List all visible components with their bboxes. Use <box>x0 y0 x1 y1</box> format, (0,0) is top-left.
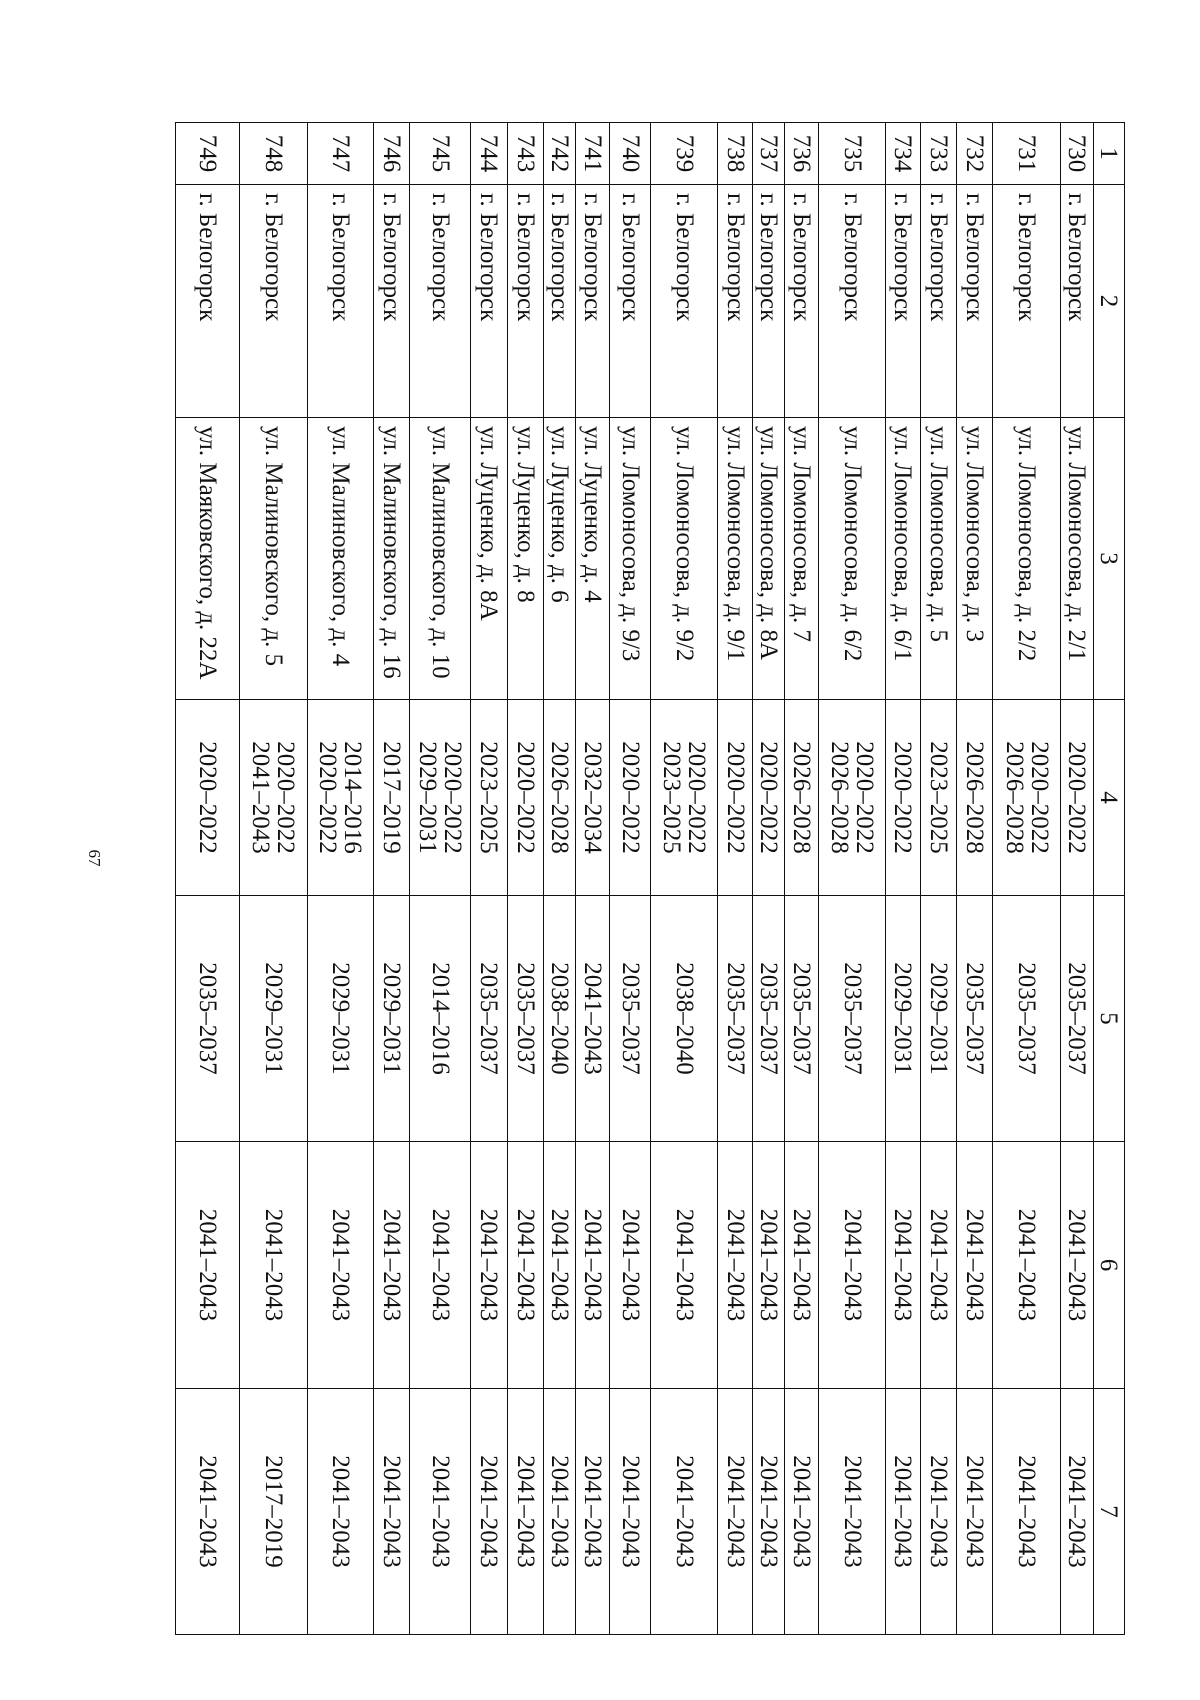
year-range: 2020–2022 <box>272 741 300 854</box>
years-cell-col7: 2041–2043 <box>886 1389 920 1635</box>
address-cell: ул. Ломоносова, д. 3 <box>957 418 993 700</box>
years-cell-col4 <box>610 700 651 896</box>
row-number-cell: 742 <box>543 123 575 185</box>
years-cell-col7: 2041–2043 <box>610 1389 651 1635</box>
years-cell-col5: 2035–2037 <box>1060 896 1093 1142</box>
city-cell: г. Белогорск <box>886 185 920 418</box>
years-cell-col6: 2041–2043 <box>176 1142 240 1389</box>
years-cell-col5: 2038–2040 <box>651 896 718 1142</box>
years-cell-col5: 2041–2043 <box>576 896 610 1142</box>
address-cell: ул. Луценко, д. 6 <box>543 418 575 700</box>
years-cell-col5: 2035–2037 <box>176 896 240 1142</box>
years-cell-col5: 2029–2031 <box>307 896 373 1142</box>
table-body <box>176 123 1094 1635</box>
row-number-cell: 747 <box>307 123 373 185</box>
header-cell: 7 <box>1094 1389 1125 1635</box>
city-cell: г. Белогорск <box>307 185 373 418</box>
year-range: 2026–2028 <box>961 741 989 854</box>
year-range: 2023–2025 <box>475 741 503 854</box>
years-cell-col6: 2041–2043 <box>576 1142 610 1389</box>
years-cell-col5: 2035–2037 <box>718 896 752 1142</box>
row-number-cell: 733 <box>920 123 956 185</box>
years-cell-col6: 2041–2043 <box>784 1142 818 1389</box>
years-cell-col7: 2041–2043 <box>920 1389 956 1635</box>
years-cell-col7: 2017–2019 <box>240 1389 307 1635</box>
year-range: 2026–2028 <box>545 741 573 854</box>
table-row <box>240 123 307 1635</box>
years-cell-col6: 2041–2043 <box>240 1142 307 1389</box>
years-cell-col6: 2041–2043 <box>886 1142 920 1389</box>
year-range: 2020–2022 <box>194 741 222 854</box>
years-cell-col4 <box>576 700 610 896</box>
row-number-cell: 730 <box>1060 123 1093 185</box>
table-row <box>993 123 1060 1635</box>
address-cell: ул. Малиновского, д. 16 <box>373 418 409 700</box>
row-number-cell: 732 <box>957 123 993 185</box>
city-cell: г. Белогорск <box>507 185 543 418</box>
header-cell: 3 <box>1094 418 1125 700</box>
row-number-cell: 749 <box>176 123 240 185</box>
years-cell-col5: 2014–2016 <box>410 896 471 1142</box>
table-row <box>886 123 920 1635</box>
address-cell: ул. Малиновского, д. 10 <box>410 418 471 700</box>
city-cell: г. Белогорск <box>993 185 1060 418</box>
years-cell-col5: 2029–2031 <box>240 896 307 1142</box>
city-cell: г. Белогорск <box>920 185 956 418</box>
table-row <box>1060 123 1093 1635</box>
years-cell-col7: 2041–2043 <box>176 1389 240 1635</box>
years-cell-col4 <box>410 700 471 896</box>
year-range: 2020–2022 <box>616 741 644 854</box>
years-cell-col4 <box>818 700 885 896</box>
table-container <box>175 122 1125 1634</box>
row-number-cell: 737 <box>752 123 784 185</box>
years-cell-col5: 2035–2037 <box>993 896 1060 1142</box>
years-cell-col7: 2041–2043 <box>307 1389 373 1635</box>
years-cell-col4 <box>784 700 818 896</box>
table-row <box>471 123 507 1635</box>
row-number-cell: 746 <box>373 123 409 185</box>
years-cell-col7: 2041–2043 <box>543 1389 575 1635</box>
city-cell: г. Белогорск <box>718 185 752 418</box>
years-cell-col5: 2029–2031 <box>373 896 409 1142</box>
years-cell-col7: 2041–2043 <box>576 1389 610 1635</box>
years-cell-col4 <box>957 700 993 896</box>
years-cell-col5: 2035–2037 <box>610 896 651 1142</box>
years-cell-col6: 2041–2043 <box>1060 1142 1093 1389</box>
year-range: 2020–2022 <box>889 741 917 854</box>
year-range: 2032–2034 <box>579 741 607 854</box>
years-cell-col7: 2041–2043 <box>718 1389 752 1635</box>
year-range: 2020–2022 <box>314 741 342 854</box>
address-cell: ул. Малиновского, д. 5 <box>240 418 307 700</box>
years-cell-col6: 2041–2043 <box>610 1142 651 1389</box>
years-cell-col7: 2041–2043 <box>1060 1389 1093 1635</box>
years-cell-col5: 2035–2037 <box>784 896 818 1142</box>
years-cell-col7: 2041–2043 <box>373 1389 409 1635</box>
header-cell: 4 <box>1094 700 1125 896</box>
years-cell-col5: 2035–2037 <box>752 896 784 1142</box>
row-number-cell: 735 <box>818 123 885 185</box>
years-cell-col6: 2041–2043 <box>471 1142 507 1389</box>
years-cell-col6: 2041–2043 <box>920 1142 956 1389</box>
table-row <box>610 123 651 1635</box>
years-cell-col4 <box>1060 700 1093 896</box>
year-range: 2020–2022 <box>754 741 782 854</box>
row-number-cell: 739 <box>651 123 718 185</box>
table-row <box>752 123 784 1635</box>
year-range: 2020–2022 <box>1063 741 1091 854</box>
table-row <box>507 123 543 1635</box>
city-cell: г. Белогорск <box>576 185 610 418</box>
address-cell: ул. Ломоносова, д. 7 <box>784 418 818 700</box>
address-cell: ул. Малиновского, д. 4 <box>307 418 373 700</box>
year-range: 2020–2022 <box>511 741 539 854</box>
header-cell: 1 <box>1094 123 1125 185</box>
years-cell-col6: 2041–2043 <box>543 1142 575 1389</box>
year-range: 2041–2043 <box>247 741 275 854</box>
address-cell: ул. Луценко, д. 8А <box>471 418 507 700</box>
city-cell: г. Белогорск <box>471 185 507 418</box>
address-cell: ул. Ломоносова, д. 6/1 <box>886 418 920 700</box>
years-cell-col7: 2041–2043 <box>957 1389 993 1635</box>
header-cell: 6 <box>1094 1142 1125 1389</box>
year-range: 2020–2022 <box>851 741 879 854</box>
years-cell-col4 <box>543 700 575 896</box>
table-row <box>784 123 818 1635</box>
city-cell: г. Белогорск <box>176 185 240 418</box>
address-cell: ул. Ломоносова, д. 6/2 <box>818 418 885 700</box>
years-cell-col7: 2041–2043 <box>651 1389 718 1635</box>
city-cell: г. Белогорск <box>1060 185 1093 418</box>
table-row <box>718 123 752 1635</box>
years-cell-col6: 2041–2043 <box>507 1142 543 1389</box>
address-cell: ул. Луценко, д. 4 <box>576 418 610 700</box>
table-row <box>576 123 610 1635</box>
row-number-cell: 731 <box>993 123 1060 185</box>
years-cell-col6: 2041–2043 <box>410 1142 471 1389</box>
years-cell-col5: 2029–2031 <box>886 896 920 1142</box>
city-cell: г. Белогорск <box>610 185 651 418</box>
header-cell: 2 <box>1094 185 1125 418</box>
table-row <box>920 123 956 1635</box>
years-cell-col5: 2029–2031 <box>920 896 956 1142</box>
row-number-cell: 748 <box>240 123 307 185</box>
address-cell: ул. Ломоносова, д. 9/2 <box>651 418 718 700</box>
year-range: 2029–2031 <box>414 741 442 854</box>
years-cell-col6: 2041–2043 <box>718 1142 752 1389</box>
years-cell-col7: 2041–2043 <box>471 1389 507 1635</box>
address-cell: ул. Ломоносова, д. 9/3 <box>610 418 651 700</box>
years-cell-col5: 2038–2040 <box>543 896 575 1142</box>
years-cell-col4 <box>507 700 543 896</box>
years-cell-col7: 2041–2043 <box>818 1389 885 1635</box>
address-cell: ул. Ломоносова, д. 5 <box>920 418 956 700</box>
city-cell: г. Белогорск <box>818 185 885 418</box>
address-cell: ул. Ломоносова, д. 8А <box>752 418 784 700</box>
years-cell-col6: 2041–2043 <box>818 1142 885 1389</box>
year-range: 2020–2022 <box>1025 741 1053 854</box>
years-cell-col6: 2041–2043 <box>752 1142 784 1389</box>
table-row <box>307 123 373 1635</box>
year-range: 2026–2028 <box>826 741 854 854</box>
table-row <box>651 123 718 1635</box>
years-cell-col4 <box>886 700 920 896</box>
city-cell: г. Белогорск <box>373 185 409 418</box>
years-cell-col7: 2041–2043 <box>993 1389 1060 1635</box>
row-number-cell: 744 <box>471 123 507 185</box>
table-row <box>818 123 885 1635</box>
year-range: 2026–2028 <box>787 741 815 854</box>
year-range: 2026–2028 <box>1000 741 1028 854</box>
years-cell-col4 <box>307 700 373 896</box>
years-cell-col4 <box>471 700 507 896</box>
city-cell: г. Белогорск <box>240 185 307 418</box>
table-row <box>957 123 993 1635</box>
year-range: 2020–2022 <box>683 741 711 854</box>
years-cell-col4 <box>993 700 1060 896</box>
years-cell-col7: 2041–2043 <box>507 1389 543 1635</box>
years-cell-col5: 2035–2037 <box>507 896 543 1142</box>
years-cell-col5: 2035–2037 <box>818 896 885 1142</box>
address-cell: ул. Ломоносова, д. 9/1 <box>718 418 752 700</box>
years-cell-col7: 2041–2043 <box>752 1389 784 1635</box>
city-cell: г. Белогорск <box>957 185 993 418</box>
city-cell: г. Белогорск <box>752 185 784 418</box>
data-table <box>175 122 1125 1635</box>
address-cell: ул. Ломоносова, д. 2/1 <box>1060 418 1093 700</box>
row-number-cell: 740 <box>610 123 651 185</box>
years-cell-col6: 2041–2043 <box>993 1142 1060 1389</box>
address-cell: ул. Луценко, д. 8 <box>507 418 543 700</box>
years-cell-col7: 2041–2043 <box>410 1389 471 1635</box>
year-range: 2017–2019 <box>378 741 406 854</box>
years-cell-col4 <box>651 700 718 896</box>
year-range: 2023–2025 <box>658 741 686 854</box>
row-number-cell: 743 <box>507 123 543 185</box>
header-cell: 5 <box>1094 896 1125 1142</box>
years-cell-col6: 2041–2043 <box>957 1142 993 1389</box>
year-range: 2023–2025 <box>924 741 952 854</box>
table-row <box>373 123 409 1635</box>
years-cell-col6: 2041–2043 <box>651 1142 718 1389</box>
year-range: 2014–2016 <box>339 741 367 854</box>
year-range: 2020–2022 <box>721 741 749 854</box>
city-cell: г. Белогорск <box>784 185 818 418</box>
row-number-cell: 745 <box>410 123 471 185</box>
address-cell: ул. Ломоносова, д. 2/2 <box>993 418 1060 700</box>
years-cell-col4 <box>373 700 409 896</box>
years-cell-col4 <box>176 700 240 896</box>
page-number: 67 <box>85 849 104 867</box>
years-cell-col4 <box>920 700 956 896</box>
years-cell-col4 <box>240 700 307 896</box>
header-row <box>1094 123 1125 1635</box>
address-cell: ул. Маяковского, д. 22А <box>176 418 240 700</box>
row-number-cell: 741 <box>576 123 610 185</box>
years-cell-col4 <box>718 700 752 896</box>
row-number-cell: 736 <box>784 123 818 185</box>
table-row <box>410 123 471 1635</box>
city-cell: г. Белогорск <box>543 185 575 418</box>
city-cell: г. Белогорск <box>410 185 471 418</box>
years-cell-col5: 2035–2037 <box>957 896 993 1142</box>
years-cell-col4 <box>752 700 784 896</box>
years-cell-col7: 2041–2043 <box>784 1389 818 1635</box>
years-cell-col5: 2035–2037 <box>471 896 507 1142</box>
city-cell: г. Белогорск <box>651 185 718 418</box>
year-range: 2020–2022 <box>439 741 467 854</box>
table-row <box>543 123 575 1635</box>
years-cell-col6: 2041–2043 <box>373 1142 409 1389</box>
years-cell-col6: 2041–2043 <box>307 1142 373 1389</box>
table-row <box>176 123 240 1635</box>
row-number-cell: 734 <box>886 123 920 185</box>
row-number-cell: 738 <box>718 123 752 185</box>
